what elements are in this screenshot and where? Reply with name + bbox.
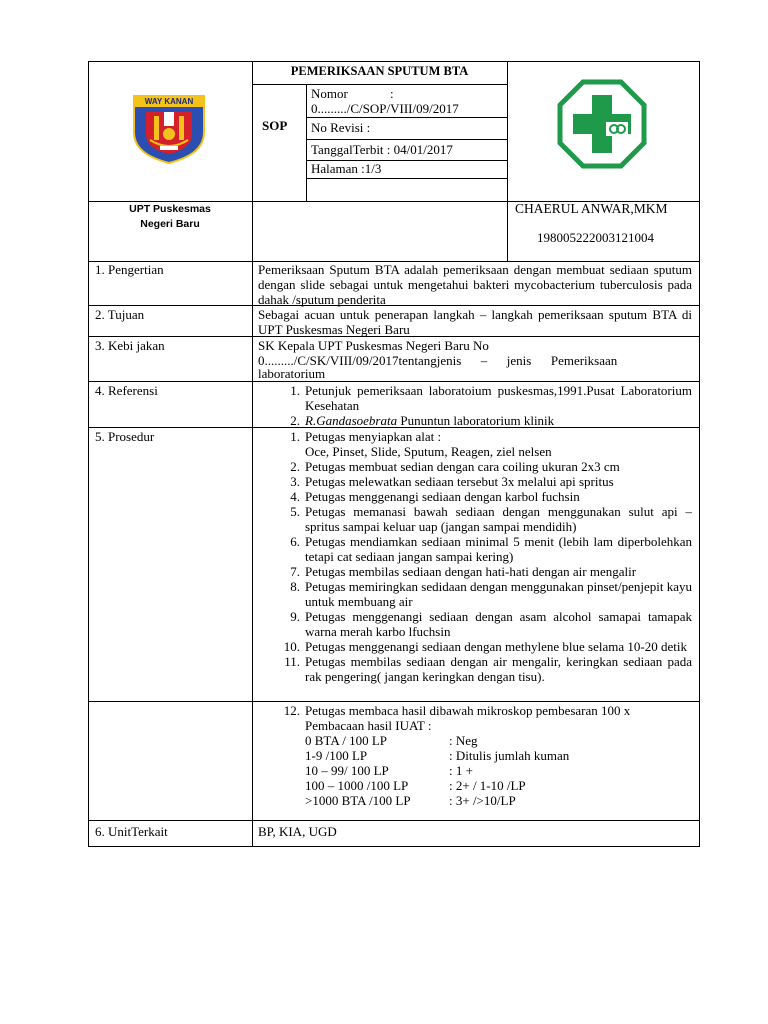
item-number: 8. (290, 579, 300, 594)
item-number: 5. (290, 504, 300, 519)
signer-nip: 198005222003121004 (537, 230, 654, 245)
item-text: Petugas memiringkan sedidaan dengan menggunakan pinset/penjepit kayu untuk membuang air (305, 579, 693, 609)
result-row (305, 778, 526, 793)
prosedur-list (280, 429, 692, 684)
item-number: 9. (290, 609, 300, 624)
org-name-line2: Negeri Baru (140, 218, 200, 230)
signer-name: CHAERUL ANWAR,MKM (515, 201, 668, 216)
list-item (280, 474, 692, 489)
kebijakan-label: 3. Kebi jakan (95, 338, 165, 353)
revisi-field: No Revisi : (311, 120, 371, 135)
item-text: Petunjuk pemeriksaan laboratoium puskesmas,1991.Pusat Laboratorium Kesehatan (305, 383, 692, 413)
list-item (280, 504, 692, 534)
results-table (305, 733, 570, 808)
list-item (280, 534, 692, 564)
item-text: Pununtun laboratorium klinik (397, 413, 555, 428)
nomor-colon: : (390, 86, 394, 101)
item-number: 3. (290, 474, 300, 489)
kebijakan-line3: laboratorium (258, 366, 326, 381)
result-row (305, 793, 516, 808)
unit-label: 6. UnitTerkait (95, 824, 168, 839)
logo-banner-text: WAY KANAN (144, 97, 194, 106)
item-text: Petugas menggenangi sediaan dengan asam alcohol samapai tamapak warna merah karbo lfuchsin (305, 609, 692, 639)
tujuan-text: Sebagai acuan untuk penerapan langkah – langkah pemeriksaan sputum BTA di UPT Puskesmas Negeri Baru (258, 307, 692, 337)
list-item (280, 564, 692, 579)
item-number: 7. (290, 564, 300, 579)
item-number: 11. (284, 654, 300, 669)
item-text: Petugas melewatkan sediaan tersebut 3x melalui api spritus (305, 474, 614, 489)
list-item (280, 429, 692, 459)
item-text: Petugas menggenangi sediaan dengan methylene blue selama 10-20 detik (305, 639, 687, 654)
list-item (280, 654, 692, 684)
item-italic-author: R.Gandasoebrata (305, 413, 398, 428)
result-range: 10 – 99/ 100 LP (305, 763, 389, 778)
pengertian-text: Pemeriksaan Sputum BTA adalah pemeriksaan dengan membuat sediaan sputum dengan slide sebagai untuk mengetahui bakteri mycobacterium tuberculosis pada dahak /sputum penderita (258, 262, 692, 307)
result-range: 0 BTA / 100 LP (305, 733, 388, 748)
list-item (280, 639, 692, 654)
result-row (305, 748, 570, 763)
prosedur-label: 5. Prosedur (95, 429, 155, 444)
nomor-label: Nomor (311, 86, 348, 101)
result-range: 1-9 /100 LP (305, 748, 368, 763)
nomor-value: 0........./C/SOP/VIII/09/2017 (311, 101, 459, 116)
result-range: >1000 BTA /100 LP (305, 793, 411, 808)
way-kanan-logo (130, 92, 208, 164)
unit-text: BP, KIA, UGD (258, 824, 337, 839)
item-number: 2. (290, 459, 300, 474)
referensi-list (280, 383, 692, 428)
item-number: 2. (290, 413, 300, 428)
item-number: 4. (290, 489, 300, 504)
org-name-line1: UPT Puskesmas (129, 203, 211, 215)
result-value: : Neg (449, 733, 478, 748)
result-value: : 3+ />10/LP (449, 793, 516, 808)
item-text: Petugas membilas sediaan dengan hati-hati dengan air mengalir (305, 564, 637, 579)
result-row (305, 733, 478, 748)
item-number: 1. (290, 383, 300, 398)
item12-line2: Pembacaan hasil IUAT : (305, 718, 432, 733)
halaman-field: Halaman :1/3 (311, 161, 382, 176)
result-value: : Ditulis jumlah kuman (449, 748, 570, 763)
list-item (280, 459, 692, 474)
referensi-label: 4. Referensi (95, 383, 158, 398)
item-number: 1. (290, 429, 300, 444)
item-number: 10. (283, 639, 300, 654)
list-item (280, 413, 692, 428)
document-title: PEMERIKSAAN SPUTUM BTA (290, 64, 469, 78)
item-text: Petugas membilas sediaan dengan air mengalir, keringkan sediaan pada rak pengering( jangan keringkan dengan tisu). (305, 654, 692, 684)
item-text: Petugas menggenangi sediaan dengan karbol fuchsin (305, 489, 580, 504)
kebijakan-line1: SK Kepala UPT Puskesmas Negeri Baru No (258, 338, 489, 353)
list-item (280, 489, 692, 504)
kebijakan-line2: 0........./C/SK/VIII/09/2017tentangjenis – jenis Pemeriksaan (258, 353, 618, 368)
result-row (305, 763, 473, 778)
list-item (280, 609, 692, 639)
item-text: Petugas menyiapkan alat : (305, 429, 442, 444)
item-number: 6. (290, 534, 300, 549)
puskesmas-logo (557, 79, 647, 169)
list-item (280, 383, 692, 413)
pengertian-label: 1. Pengertian (95, 262, 164, 277)
tujuan-label: 2. Tujuan (95, 307, 145, 322)
item-subtext: Oce, Pinset, Slide, Sputum, Reagen, ziel nelsen (305, 444, 552, 459)
item-text: Petugas memanasi bawah sediaan dengan menggunakan sulut api – spritus sampai keluar uap (jangan sampai mendidih) (305, 504, 692, 534)
result-value: : 2+ / 1-10 /LP (449, 778, 526, 793)
result-range: 100 – 1000 /100 LP (305, 778, 409, 793)
result-value: : 1 + (449, 763, 473, 778)
item12-line1: Petugas membaca hasil dibawah mikroskop pembesaran 100 x (305, 703, 631, 718)
tanggal-field: TanggalTerbit : 04/01/2017 (311, 142, 453, 157)
item-text: Petugas membuat sedian dengan cara coiling ukuran 2x3 cm (305, 459, 620, 474)
item-number: 12. (283, 703, 300, 718)
list-item (280, 579, 692, 609)
sop-label: SOP (262, 118, 288, 133)
item-text: Petugas mendiamkan sediaan minimal 5 menit (lebih lam diperbolehkan tetapi cat sediaan jangan sampai kering) (305, 534, 692, 564)
